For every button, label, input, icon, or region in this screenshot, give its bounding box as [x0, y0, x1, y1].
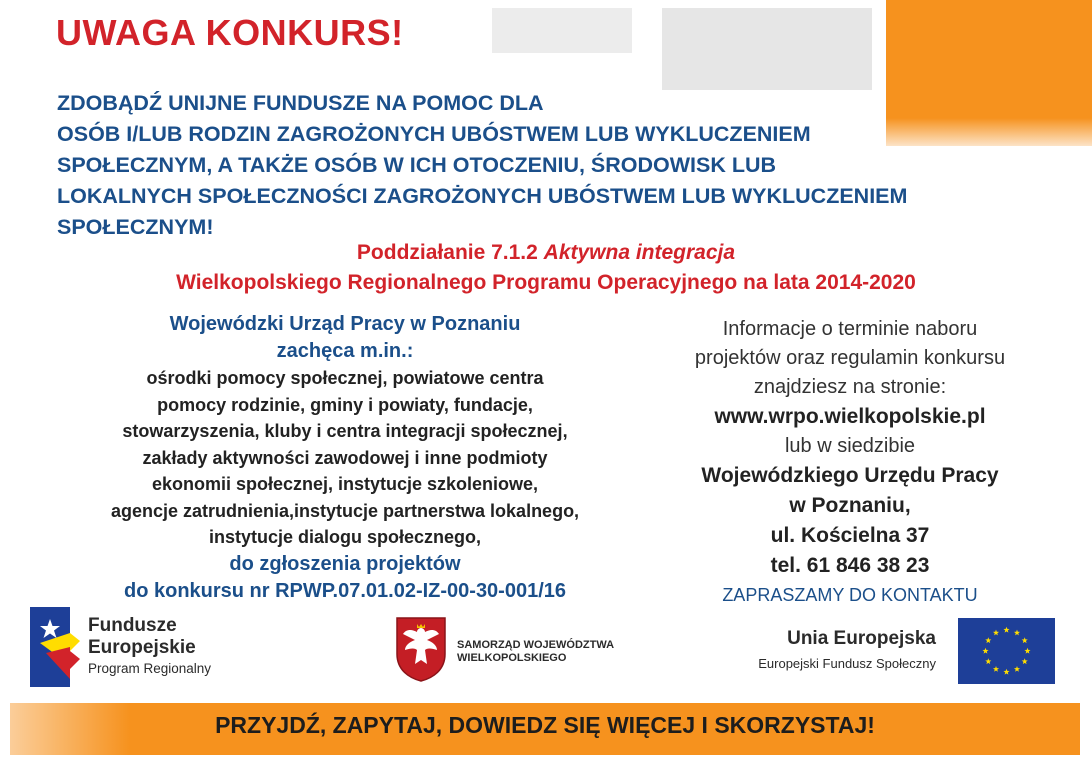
- decor-gray-block: [492, 8, 632, 53]
- encourages-label: zachęca m.in.:: [276, 340, 414, 362]
- fe-subtitle: Program Regionalny: [88, 661, 212, 676]
- eagle-shield-icon: [395, 616, 447, 682]
- logo-samorzad: [395, 616, 635, 686]
- info-line: Informacje o terminie naboru: [722, 318, 978, 340]
- applicant-line: stowarzyszenia, kluby i centra integracji społecznej,: [122, 421, 568, 441]
- footer-slogan: PRZYJDŹ, ZAPYTAJ, DOWIEDZ SIĘ WIĘCEJ I SKORZYSTAJ!: [215, 712, 875, 738]
- website-link[interactable]: www.wrpo.wielkopolskie.pl: [714, 405, 986, 428]
- footer-banner: [10, 703, 1080, 755]
- fe-line: Europejskie: [88, 637, 196, 658]
- contact-invite: ZAPRASZAMY DO KONTAKTU: [722, 585, 978, 605]
- contact-info: [645, 315, 1055, 607]
- headline-line: ZDOBĄDŹ UNIJNE FUNDUSZE NA POMOC DLA: [57, 91, 544, 115]
- address-line: ul. Kościelna 37: [770, 524, 930, 547]
- measure-name: [0, 241, 1092, 265]
- address-line: w Poznaniu,: [789, 494, 911, 517]
- programme-name: Wielkopolskiego Regionalnego Programu Operacyjnego na lata 2014-2020: [176, 271, 916, 294]
- applicant-line: zakłady aktywności zawodowej i inne podmioty: [142, 447, 548, 468]
- headline-line: LOKALNYCH SPOŁECZNOŚCI ZAGROŻONYCH UBÓSTWEM LUB WYKLUCZENIEM: [57, 184, 908, 208]
- page-title: UWAGA KONKURS!: [56, 12, 404, 53]
- info-line: projektów oraz regulamin konkursu: [694, 347, 1006, 369]
- applicant-line: agencje zatrudnienia,instytucje partnerstwa lokalnego,: [110, 500, 580, 521]
- applicant-line: ekonomii społecznej, instytucje szkoleniowe,: [151, 474, 539, 494]
- applicant-line: pomocy rodzinie, gminy i powiaty, fundacje,: [157, 394, 533, 415]
- decor-gray-block: [662, 8, 872, 90]
- headline-line: OSÓB I/LUB RODZIN ZAGROŻONYCH UBÓSTWEM LUB WYKLUCZENIEM: [57, 122, 811, 146]
- headline-line: SPOŁECZNYM, A TAKŻE OSÓB W ICH OTOCZENIU, ŚRODOWISK LUB: [57, 153, 777, 177]
- sw-line: SAMORZĄD WOJEWÓDZTWA: [457, 639, 615, 651]
- applicant-line: instytucje dialogu społecznego,: [208, 527, 482, 547]
- logo-unia-europejska: [730, 618, 1060, 686]
- logo-fundusze-europejskie: [30, 607, 240, 689]
- fe-title: [88, 615, 196, 659]
- headline-line: SPOŁECZNYM!: [57, 215, 214, 239]
- organizer-name: Wojewódzki Urząd Pracy w Poznaniu: [169, 313, 521, 335]
- call-to-action: do zgłoszenia projektów: [229, 552, 461, 575]
- headline: [57, 88, 1067, 243]
- phone-number: tel. 61 846 38 23: [770, 554, 930, 577]
- sw-line: WIELKOPOLSKIEGO: [457, 652, 567, 664]
- info-line: lub w siedzibie: [784, 435, 916, 457]
- info-line: znajdziesz na stronie:: [753, 376, 947, 398]
- address-line: Wojewódzkiego Urzędu Pracy: [701, 464, 999, 487]
- fundusze-europejskie-icon: [30, 607, 80, 687]
- fe-line: Fundusze: [88, 615, 177, 636]
- eu-flag-icon: [958, 618, 1055, 684]
- measure-number: Poddziałanie 7.1.2: [356, 241, 544, 264]
- sw-name: [457, 639, 614, 665]
- ue-subtitle: Europejski Fundusz Społeczny: [758, 656, 936, 671]
- applicant-line: ośrodki pomocy społecznej, powiatowe centra: [146, 368, 544, 388]
- measure-title: Aktywna integracja: [543, 241, 736, 264]
- competition-number: do konkursu nr RPWP.07.01.02-IZ-00-30-001/16: [123, 579, 567, 602]
- ue-title: Unia Europejska: [787, 628, 936, 649]
- eligible-applicants: [40, 311, 650, 605]
